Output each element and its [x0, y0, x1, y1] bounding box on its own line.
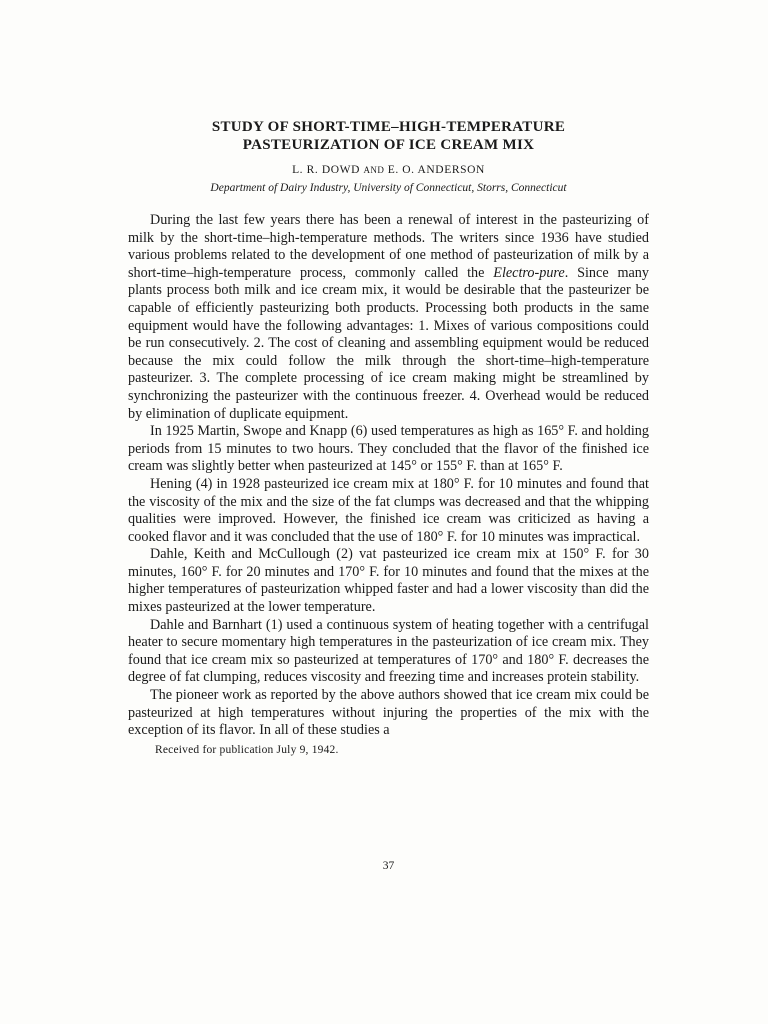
- paragraph-martin: In 1925 Martin, Swope and Knapp (6) used temperatures as high as 165° F. and holding periods from 15 minutes to two hours. They concluded that the flavor of the finished ice cream was slightly better when pasteurized at 145° or 155° F. than at 165° F.: [128, 423, 649, 475]
- paper-title: [128, 118, 649, 154]
- received-footnote: Received for publication July 9, 1942.: [155, 743, 339, 756]
- title-line-1: STUDY OF SHORT-TIME–HIGH-TEMPERATURE: [211, 119, 566, 135]
- author-line: [128, 163, 649, 177]
- affiliation: Department of Dairy Industry, University of Connecticut, Storrs, Connecticut: [210, 182, 567, 194]
- paragraph-dahle-keith: Dahle, Keith and McCullough (2) vat pasteurized ice cream mix at 150° F. for 30 minutes, 160° F. for 20 minutes and 170° F. for 10 minutes and found that the mixes at the higher temperatures of pasteurization whipped faster and had a lower viscosity than did the mixes pasteurized at the lower temperature.: [128, 546, 649, 616]
- author-conjunction: AND: [363, 165, 385, 175]
- article-body: [128, 212, 649, 740]
- paragraph-intro-part1: During the last few years there has been a renewal of interest in the pasteurizing of milk by the short-time–high-temperature methods. The writers since 1936 have studied various problems related to the development of one method of pasteurization of milk by a short-time–high-temperature process, commonly called the: [128, 212, 649, 281]
- paragraph-pioneer-work: The pioneer work as reported by the above authors showed that ice cream mix could be pasteurized at high temperatures without injuring the properties of the mix with the exception of its flavor. In all of these studies a: [128, 687, 649, 739]
- paragraph-hening: Hening (4) in 1928 pasteurized ice cream mix at 180° F. for 10 minutes and found that the viscosity of the mix and the size of the fat clumps was decreased and that the whipping qualities were improved. However, the finished ice cream was criticized as having a cooked flavor and it was concluded that the use of 180° F. for 10 minutes was impractical.: [128, 475, 649, 545]
- paragraph-intro-part2: . Since many plants process both milk and ice cream mix, it would be desirable that the pasteurizer be capable of efficiently pasteurizing both products. Processing both products in the same equipment would have the following advantages: 1. Mixes of various compositions could be run consecutively. 2. The cost of cleaning and assembling equipment would be reduced because the mix could follow the milk through the short-time–high-temperature pasteurizer. 3. The complete processing of ice cream making might be streamlined by synchronizing the pasteurizer with the continuous freezer. 4. Overhead would be reduced by elimination of duplicate equipment.: [128, 264, 649, 422]
- page-number: 37: [382, 860, 395, 872]
- author-anderson: E. O. ANDERSON: [387, 164, 485, 176]
- electro-pure-term: Electro-pure: [493, 264, 565, 281]
- paper-page: [128, 118, 649, 872]
- paragraph-dahle-barnhart: Dahle and Barnhart (1) used a continuous system of heating together with a centrifugal heater to secure momentary high temperatures in the pasteurization of ice cream mix. They found that ice cream mix so pasteurized at temperatures of 170° and 180° F. decreases the degree of fat clumping, reduces viscosity and freezing time and increases protein stability.: [128, 616, 649, 686]
- title-line-2: PASTEURIZATION OF ICE CREAM MIX: [242, 137, 535, 153]
- author-dowd: L. R. DOWD: [292, 164, 361, 176]
- paragraph-intro: [128, 212, 649, 423]
